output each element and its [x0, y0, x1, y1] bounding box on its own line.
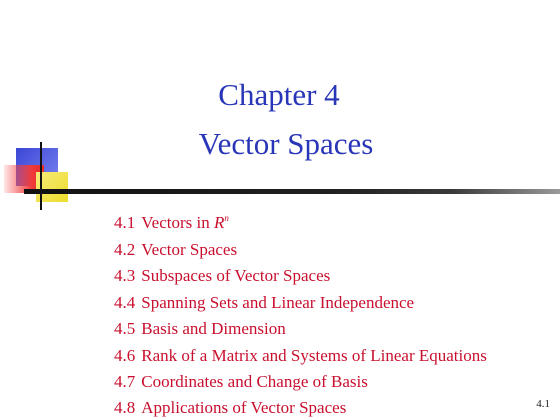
chapter-subtitle: Vector Spaces — [198, 126, 374, 161]
toc-item-4-8 — [114, 395, 534, 420]
toc-item-number: 4.5 — [114, 319, 136, 338]
toc-item-number: 4.7 — [114, 371, 136, 391]
toc-item-text: Subspaces of Vector Spaces — [141, 266, 331, 285]
toc-item-number: 4.6 — [114, 345, 136, 365]
toc-item-4-2 — [114, 237, 534, 264]
toc-item-number: 4.1 — [114, 213, 136, 232]
title-divider — [24, 189, 560, 194]
toc-item-text: Vector Spaces — [141, 239, 238, 259]
toc-item-text: Vectors in — [141, 213, 214, 232]
toc-item-4-6 — [114, 343, 534, 369]
toc-item-number: 4.3 — [114, 266, 136, 285]
toc-item-text: Basis and Dimension — [141, 319, 286, 338]
toc-item-text: Applications of Vector Spaces — [141, 398, 347, 417]
toc-item-number: 4.4 — [114, 292, 136, 312]
toc-item-4-1 — [114, 205, 534, 237]
toc-item-4-5 — [114, 316, 534, 343]
toc-item-4-7 — [114, 369, 534, 396]
math-symbol: $R^n$ — [213, 213, 229, 232]
slide-number: 4.1 — [536, 398, 550, 410]
toc-item-text: Coordinates and Change of Basis — [141, 371, 368, 391]
toc-item-number: 4.8 — [114, 398, 136, 417]
table-of-contents — [114, 205, 534, 420]
toc-item-4-4 — [114, 290, 534, 317]
chapter-title: Chapter 4 — [218, 77, 340, 112]
toc-item-4-3 — [114, 263, 534, 290]
toc-item-number: 4.2 — [114, 239, 136, 259]
toc-item-text: Spanning Sets and Linear Independence — [141, 292, 415, 312]
toc-item-text: Rank of a Matrix and Systems of Linear Equations — [141, 345, 487, 365]
